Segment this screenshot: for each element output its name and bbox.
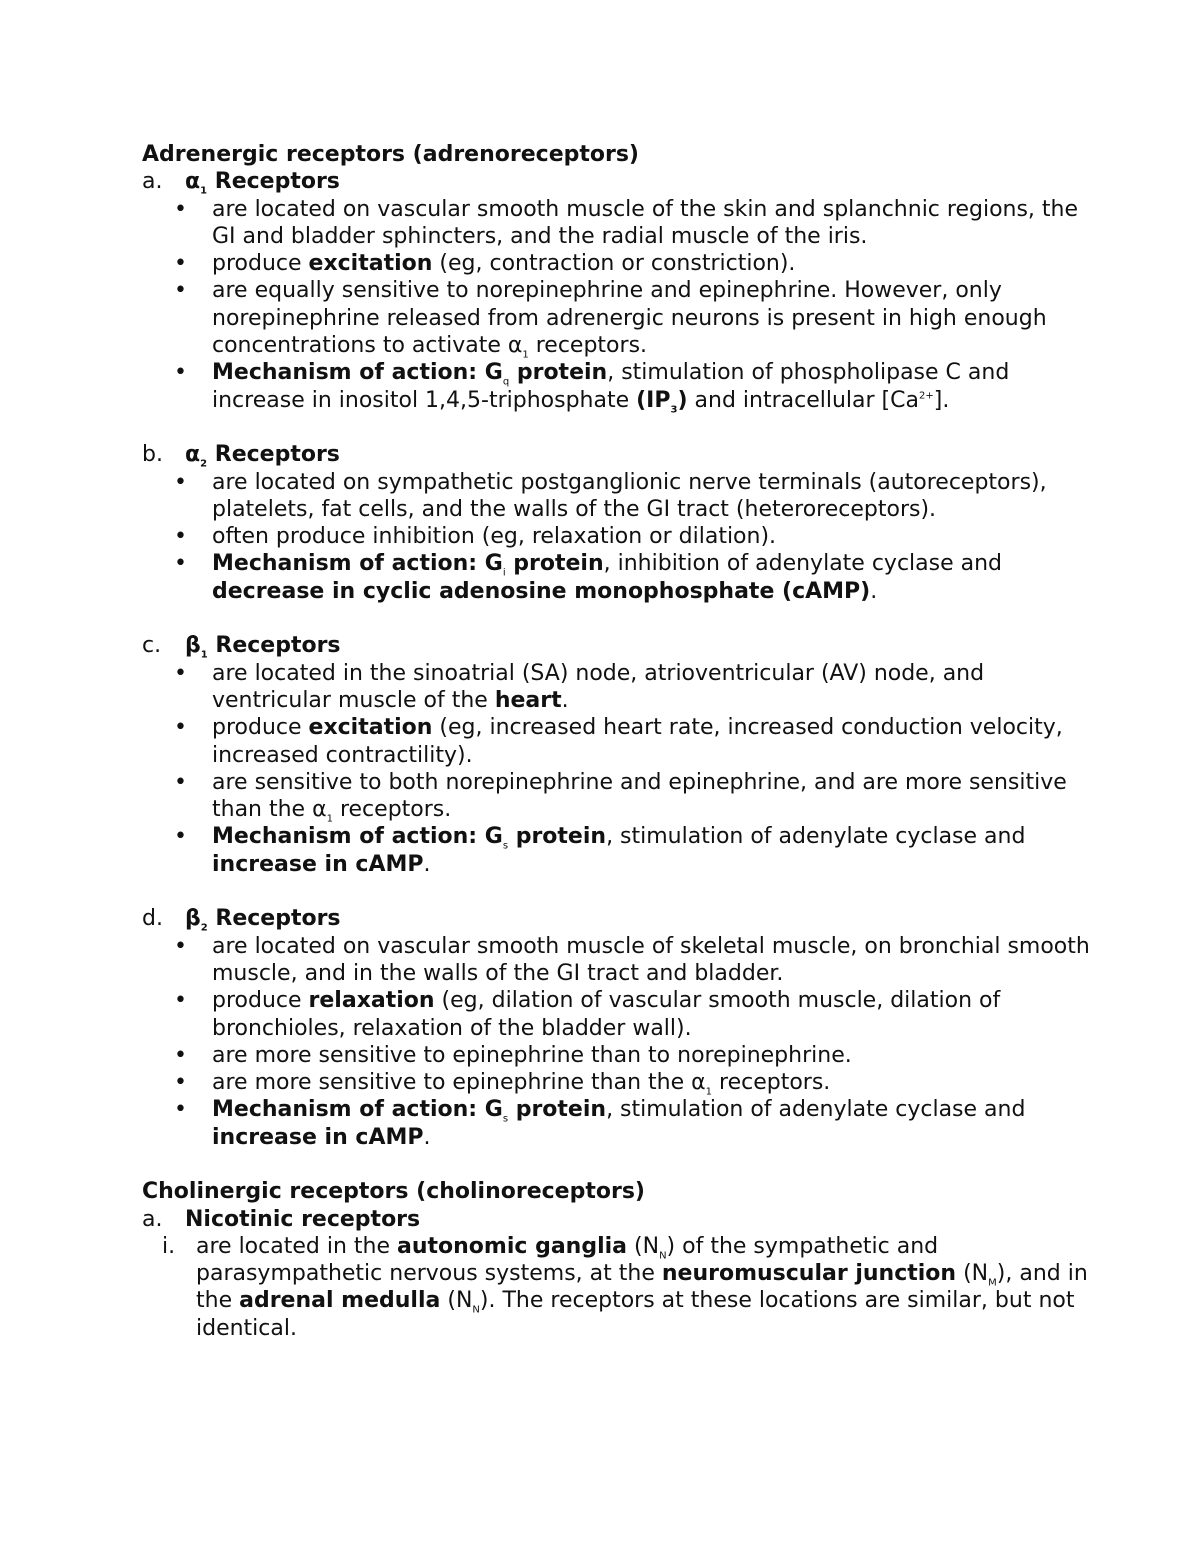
roman-numeral: i. bbox=[162, 1233, 176, 1259]
list-letter: b. bbox=[142, 442, 163, 468]
item-text: (N bbox=[440, 1288, 473, 1314]
list-item bbox=[142, 933, 1102, 988]
bullet-text: are located on vascular smooth muscle of the skin and splanchnic regions, the GI and bladder sphincters, and the radial muscle of the iris. bbox=[212, 196, 1079, 249]
bullet-text: (eg, contraction or constriction). bbox=[432, 251, 796, 277]
bullet-text: , stimulation of phospholipase C and increase in inositol 1,4,5-triphosphate bbox=[212, 360, 1010, 413]
bold-term: increase in cAMP bbox=[212, 1124, 424, 1150]
greek-symbol: β bbox=[185, 633, 201, 659]
list-letter: a. bbox=[142, 1206, 163, 1232]
subscript: q bbox=[502, 376, 510, 388]
superscript: 2+ bbox=[918, 390, 934, 402]
subscript: 1 bbox=[200, 649, 208, 661]
bullet-text: . bbox=[423, 1124, 431, 1150]
alpha1-heading bbox=[142, 168, 1102, 195]
subscript: 1 bbox=[522, 349, 529, 361]
list-item bbox=[142, 660, 1102, 715]
list-item bbox=[142, 1042, 1102, 1069]
bold-term: protein bbox=[505, 551, 604, 577]
bullet-icon: • bbox=[174, 196, 187, 222]
bullet-icon: • bbox=[174, 278, 187, 304]
bold-term: excitation bbox=[308, 715, 433, 741]
bold-term: ) bbox=[677, 387, 688, 413]
adrenergic-heading: Adrenergic receptors (adrenoreceptors) bbox=[142, 142, 639, 167]
item-text: ). The receptors at these locations are similar, but not identical. bbox=[196, 1288, 1075, 1341]
list-item bbox=[142, 469, 1102, 524]
bold-term: protein bbox=[508, 824, 607, 850]
greek-symbol: β bbox=[185, 906, 201, 932]
bullet-text: receptors. bbox=[712, 1070, 831, 1096]
bullet-icon: • bbox=[174, 1042, 187, 1068]
subscript: N bbox=[472, 1304, 480, 1316]
bullet-text: receptors. bbox=[528, 333, 648, 359]
subscript: 1 bbox=[200, 185, 208, 197]
heading-label: Nicotinic receptors bbox=[185, 1206, 421, 1232]
bullet-text: often produce inhibition (eg, relaxation or dilation). bbox=[212, 524, 777, 550]
bullet-text: , stimulation of adenylate cyclase and bbox=[606, 824, 1026, 850]
list-item bbox=[142, 550, 1102, 605]
bullet-text: are more sensitive to epinephrine than the α bbox=[212, 1070, 706, 1096]
bold-term: decrease in cyclic adenosine monophosphate (cAMP) bbox=[212, 578, 871, 604]
cholinergic-heading: Cholinergic receptors (cholinoreceptors) bbox=[142, 1179, 645, 1205]
list-letter: d. bbox=[142, 906, 163, 932]
bullet-text: are more sensitive to epinephrine than to norepinephrine. bbox=[212, 1042, 852, 1068]
bullet-icon: • bbox=[174, 524, 187, 550]
bold-term: increase in cAMP bbox=[212, 851, 424, 877]
bullet-text: are located on vascular smooth muscle of skeletal muscle, on bronchial smooth muscle, and in the walls of the GI tract and bladder. bbox=[212, 933, 1090, 986]
list-item bbox=[142, 1233, 1102, 1342]
list-item bbox=[142, 523, 1102, 550]
bold-term: excitation bbox=[308, 251, 433, 277]
bullet-text: produce bbox=[212, 251, 309, 277]
bullet-icon: • bbox=[174, 715, 187, 741]
bullet-text: produce bbox=[212, 715, 309, 741]
subscript: i bbox=[502, 567, 506, 579]
bold-term: Mechanism of action: G bbox=[212, 824, 503, 850]
bullet-icon: • bbox=[174, 988, 187, 1014]
bold-term: Mechanism of action: G bbox=[212, 551, 503, 577]
alpha2-heading bbox=[142, 441, 1102, 468]
heading-label: Receptors bbox=[207, 442, 340, 468]
beta1-heading bbox=[142, 632, 1102, 659]
subscript: s bbox=[502, 1113, 509, 1125]
list-item bbox=[142, 714, 1102, 769]
bullet-icon: • bbox=[174, 469, 187, 495]
list-letter: c. bbox=[142, 633, 162, 659]
bullet-text: (eg, dilation of vascular smooth muscle, dilation of bronchioles, relaxation of the bladder wall). bbox=[212, 988, 1001, 1041]
bullet-text: receptors. bbox=[332, 797, 452, 823]
bold-term: relaxation bbox=[308, 988, 435, 1014]
bullet-icon: • bbox=[174, 360, 187, 386]
item-text: (N bbox=[627, 1233, 660, 1259]
subscript: M bbox=[988, 1277, 997, 1289]
bullet-icon: • bbox=[174, 1070, 187, 1096]
bullet-text: (eg, increased heart rate, increased conduction velocity, increased contractility). bbox=[212, 715, 1063, 768]
subscript: 2 bbox=[200, 922, 208, 934]
subscript: 1 bbox=[326, 813, 333, 825]
list-item bbox=[142, 359, 1102, 414]
bold-term: adrenal medulla bbox=[239, 1288, 441, 1314]
bold-term: (IP bbox=[636, 387, 671, 413]
bullet-text: produce bbox=[212, 988, 309, 1014]
bold-term: heart bbox=[494, 687, 562, 713]
subscript: 3 bbox=[670, 404, 678, 416]
bullet-text: ]. bbox=[933, 387, 950, 413]
bold-term: protein bbox=[509, 360, 608, 386]
list-item bbox=[142, 196, 1102, 251]
bullet-icon: • bbox=[174, 660, 187, 686]
bold-term: protein bbox=[508, 1097, 607, 1123]
bold-term: autonomic ganglia bbox=[397, 1233, 628, 1259]
bullet-icon: • bbox=[174, 251, 187, 277]
beta2-heading bbox=[142, 905, 1102, 932]
greek-symbol: α bbox=[185, 442, 201, 468]
item-text: ), and in the bbox=[196, 1261, 1088, 1314]
subscript: 2 bbox=[200, 458, 208, 470]
bullet-icon: • bbox=[174, 1097, 187, 1123]
bullet-text: are equally sensitive to norepinephrine and epinephrine. However, only norepinephrine released from adrenergic neurons is present in high enough concentrations to activate α bbox=[212, 278, 1047, 359]
bullet-icon: • bbox=[174, 824, 187, 850]
bullet-text: , inhibition of adenylate cyclase and bbox=[603, 551, 1003, 577]
list-item bbox=[142, 823, 1102, 878]
subscript: s bbox=[502, 840, 509, 852]
bullet-icon: • bbox=[174, 933, 187, 959]
bullet-text: are located in the sinoatrial (SA) node, atrioventricular (AV) node, and ventricular muscle of the bbox=[212, 660, 985, 713]
heading-label: Receptors bbox=[207, 906, 341, 932]
bullet-text: and intracellular [Ca bbox=[687, 387, 919, 413]
bold-term: Mechanism of action: G bbox=[212, 1097, 503, 1123]
list-item bbox=[142, 277, 1102, 359]
nicotinic-heading bbox=[142, 1206, 1102, 1233]
heading-label: Receptors bbox=[207, 169, 340, 195]
item-text: are located in the bbox=[196, 1233, 397, 1259]
item-text: ) of the sympathetic and parasympathetic nervous systems, at the bbox=[196, 1233, 939, 1287]
bullet-icon: • bbox=[174, 769, 187, 795]
bullet-text: . bbox=[870, 578, 878, 604]
bold-term: Mechanism of action: G bbox=[212, 360, 503, 386]
list-item bbox=[142, 250, 1102, 277]
list-letter: a. bbox=[142, 169, 163, 195]
bullet-text: , stimulation of adenylate cyclase and bbox=[606, 1097, 1026, 1123]
bullet-text: are sensitive to both norepinephrine and epinephrine, and are more sensitive than the α bbox=[212, 769, 1067, 823]
list-item bbox=[142, 1096, 1102, 1151]
bullet-text: . bbox=[561, 687, 569, 713]
subscript: N bbox=[659, 1250, 667, 1262]
list-item bbox=[142, 987, 1102, 1042]
bold-term: neuromuscular junction bbox=[661, 1261, 957, 1287]
list-item bbox=[142, 1069, 1102, 1096]
list-item bbox=[142, 769, 1102, 824]
bullet-icon: • bbox=[174, 551, 187, 577]
document-page bbox=[142, 141, 1102, 1342]
item-text: (N bbox=[956, 1261, 989, 1287]
bullet-text: . bbox=[423, 851, 431, 877]
subscript: 1 bbox=[705, 1086, 713, 1098]
greek-symbol: α bbox=[185, 169, 201, 195]
heading-label: Receptors bbox=[207, 633, 341, 659]
bullet-text: are located on sympathetic postganglionic nerve terminals (autoreceptors), platelets, fat cells, and the walls of the GI tract (heteroreceptors). bbox=[212, 469, 1047, 522]
